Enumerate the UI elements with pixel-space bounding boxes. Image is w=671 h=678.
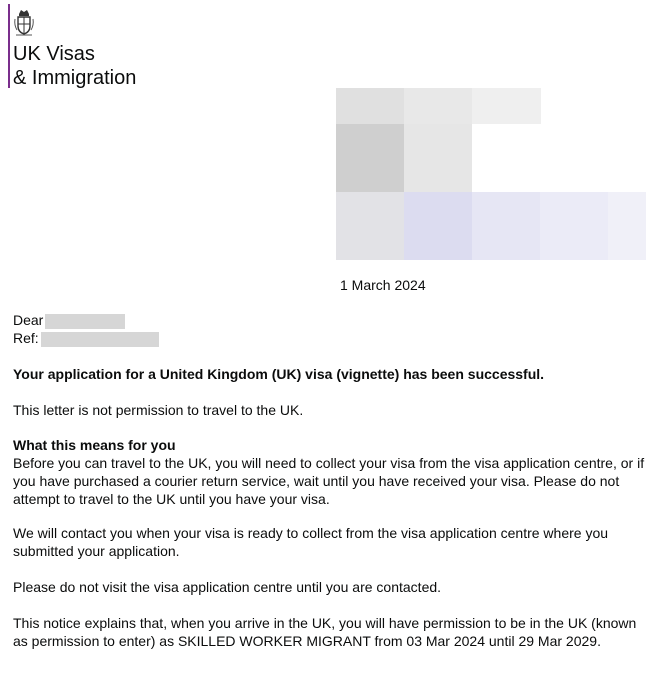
not-permission-text: This letter is not permission to travel to the UK. [13,402,304,418]
reference-line [13,330,159,347]
contact-paragraph: We will contact you when your visa is ready to collect from the visa application centre where you submitted your application. [13,525,609,559]
salutation [13,312,125,329]
redacted-reference [41,332,159,347]
letter-date: 1 March 2024 [340,277,426,293]
royal-crest-icon [13,7,35,37]
org-name-line2: & Immigration [13,67,137,89]
do-not-visit-paragraph: Please do not visit the visa application centre until you are contacted. [13,579,442,595]
brand-bar [8,4,10,88]
section-heading: What this means for you [13,437,176,453]
dear-label: Dear [13,312,44,328]
redacted-name [45,314,125,329]
ref-label: Ref: [13,330,39,346]
headline: Your application for a United Kingdom (UK) visa (vignette) has been successful. [13,366,545,382]
permission-notice-paragraph: This notice explains that, when you arrive in the UK, you will have permission to be in the UK (known as permission to enter) as SKILLED WORKER MIGRANT from 03 Mar 2024 until 29 Mar 2029. [13,615,637,649]
org-name [13,42,136,90]
collect-visa-paragraph: Before you can travel to the UK, you will need to collect your visa from the visa application centre, or if you have purchased a courier return service, wait until you have received your visa. Please do not attempt to travel to the UK until you have your visa. [13,455,645,507]
org-name-line1: UK Visas [13,43,95,65]
